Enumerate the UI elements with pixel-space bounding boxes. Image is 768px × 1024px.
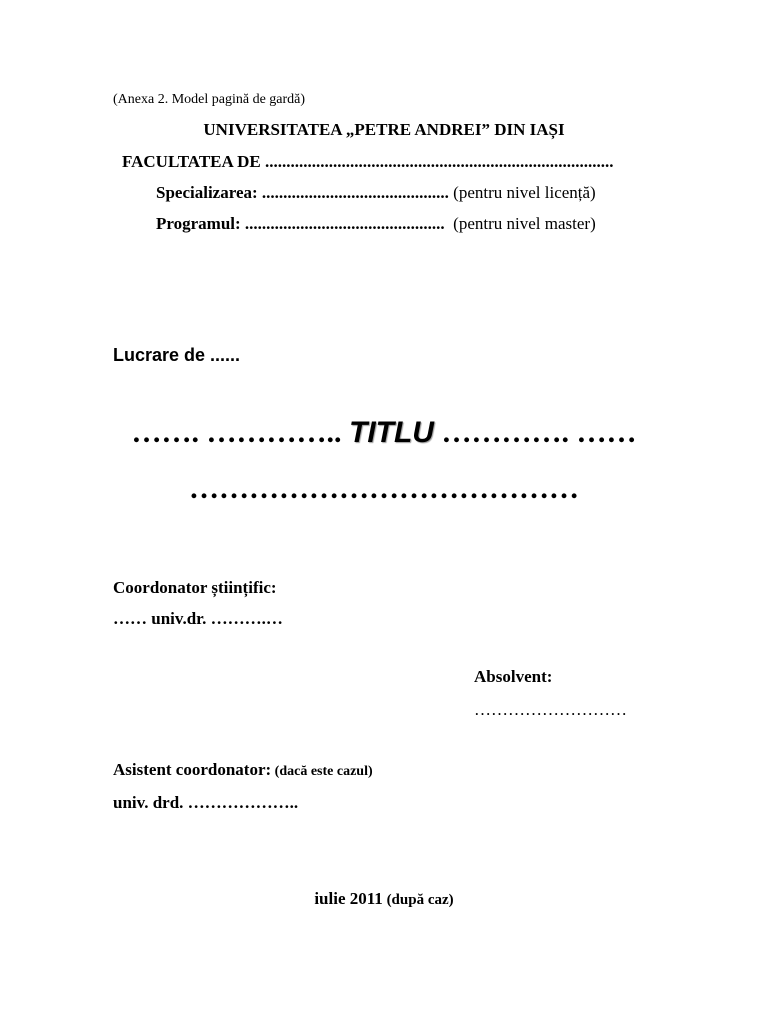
annex-note: (Anexa 2. Model pagină de gardă) xyxy=(113,92,306,107)
program-line xyxy=(156,214,596,234)
graduate-label: Absolvent: xyxy=(474,667,553,686)
program-label: Programul: xyxy=(156,214,241,233)
specialization-label: Specializarea: xyxy=(156,183,258,202)
program-note: (pentru nivel master) xyxy=(444,214,596,233)
specialization-value: ............................................ xyxy=(257,183,449,202)
coordinator-name: …… univ.dr. ……….… xyxy=(113,609,283,628)
title-prefix-dots: ……. ………….. xyxy=(131,416,349,449)
specialization-line xyxy=(156,183,596,203)
coordinator-label: Coordonator științific: xyxy=(113,578,277,597)
assistant-line xyxy=(113,760,373,780)
thesis-type: Lucrare de ...... xyxy=(113,345,241,365)
assistant-note: (dacă este cazul) xyxy=(271,764,373,779)
assistant-name: univ. drd. ……………….. xyxy=(113,793,299,812)
title-suffix-dots: …………. …… xyxy=(433,416,637,449)
thesis-title-line-2: ………………………………… xyxy=(189,472,579,505)
university-name: UNIVERSITATEA „PETRE ANDREI” DIN IAȘI xyxy=(203,120,565,139)
assistant-label: Asistent coordonator: xyxy=(113,760,272,779)
faculty-line: FACULTATEA DE .................................................................................. xyxy=(122,152,614,171)
thesis-title-line-1 xyxy=(0,416,768,450)
date-note: (după caz) xyxy=(382,892,454,908)
graduate-name: ……………………… xyxy=(474,700,627,719)
specialization-note: (pentru nivel licență) xyxy=(448,183,596,202)
thesis-title: TITLU xyxy=(349,416,434,449)
program-value: ............................................... xyxy=(240,214,445,233)
date-line xyxy=(0,889,768,909)
date: iulie 2011 xyxy=(314,889,383,908)
